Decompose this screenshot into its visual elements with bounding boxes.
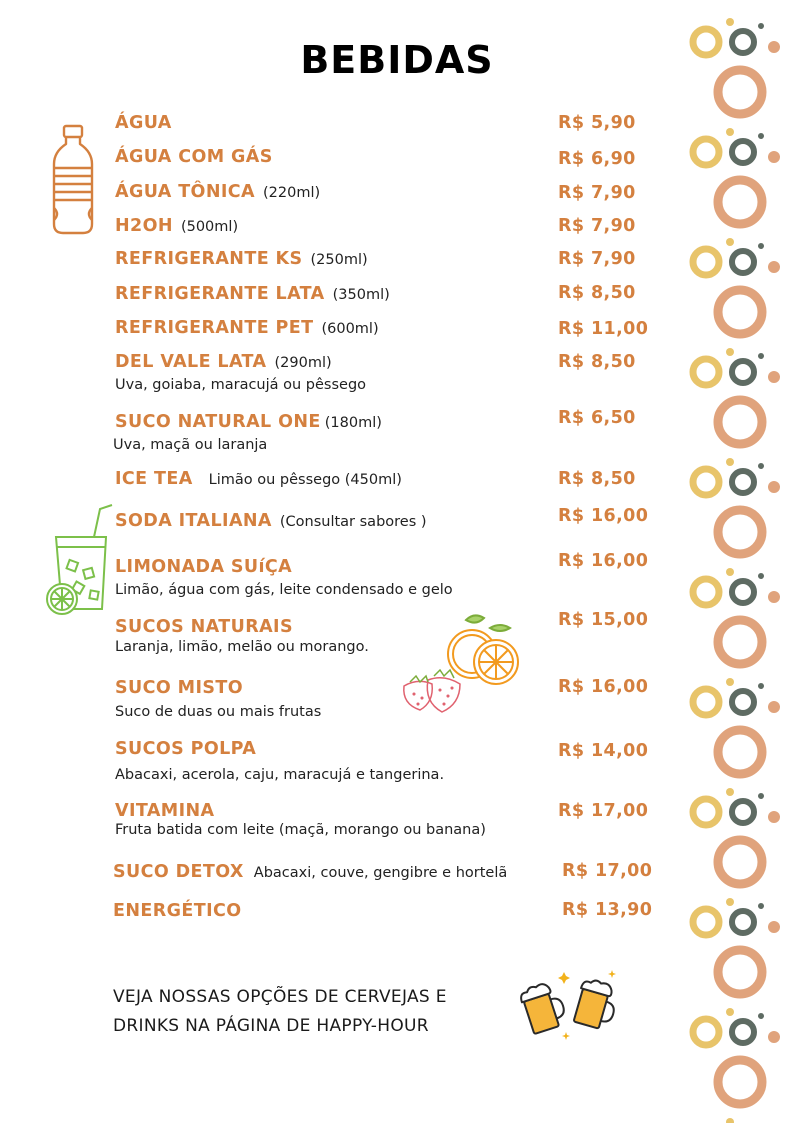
beer-mugs-icon <box>518 968 622 1042</box>
item-name: REFRIGERANTE PET <box>115 318 314 338</box>
menu-item <box>115 182 545 202</box>
item-name: ÁGUA COM GÁS <box>115 147 273 167</box>
ring-gray <box>732 141 754 163</box>
item-volume: (220ml) <box>262 185 321 201</box>
item-description: Limão, água com gás, leite condensado e gelo <box>115 582 453 598</box>
menu-item <box>115 318 545 338</box>
item-volume: (350ml) <box>332 287 390 303</box>
ring-orange <box>718 840 762 884</box>
dot-orange <box>768 811 780 823</box>
ring-orange <box>718 510 762 554</box>
item-description: Abacaxi, acerola, caju, maracujá e tangerina. <box>115 767 445 783</box>
dot-gray <box>758 133 764 139</box>
item-name: VITAMINA <box>115 801 215 821</box>
ring-gray <box>732 471 754 493</box>
strawberry-icon <box>398 668 468 716</box>
item-name: LIMONADA SUíÇA <box>115 557 293 577</box>
bottle-icon <box>50 124 96 236</box>
dot-yellow <box>726 678 734 686</box>
dot-orange <box>768 371 780 383</box>
ring-yellow <box>693 579 719 605</box>
ring-yellow <box>693 909 719 935</box>
item-price: R$ 11,00 <box>558 319 649 339</box>
menu-item <box>115 557 545 598</box>
item-description: Uva, maçã ou laranja <box>113 437 268 453</box>
dot-orange <box>768 1031 780 1043</box>
item-price: R$ 17,00 <box>562 861 653 881</box>
dot-gray <box>758 243 764 249</box>
dot-orange <box>768 41 780 53</box>
dot-yellow <box>726 458 734 466</box>
item-volume: (180ml) <box>324 415 382 431</box>
dot-gray <box>758 793 764 799</box>
item-price: R$ 15,00 <box>558 610 649 630</box>
item-volume: Abacaxi, couve, gengibre e hortelã <box>253 865 508 881</box>
dot-gray <box>758 463 764 469</box>
menu-item <box>115 284 545 304</box>
item-price: R$ 6,90 <box>558 149 636 169</box>
ring-gray <box>732 361 754 383</box>
dot-yellow <box>726 238 734 246</box>
ring-orange <box>718 620 762 664</box>
dot-gray <box>758 903 764 909</box>
ring-orange <box>718 70 762 114</box>
menu-item <box>115 511 545 531</box>
item-price: R$ 8,50 <box>558 352 636 372</box>
item-description: Fruta batida com leite (maçã, morango ou banana) <box>115 822 486 838</box>
item-price: R$ 16,00 <box>558 506 649 526</box>
menu-item <box>115 113 545 133</box>
item-price: R$ 8,50 <box>558 469 636 489</box>
ring-yellow <box>693 1019 719 1045</box>
item-description: Suco de duas ou mais frutas <box>115 704 322 720</box>
ring-gray <box>732 801 754 823</box>
item-price: R$ 7,90 <box>558 183 636 203</box>
item-volume: (600ml) <box>321 321 379 337</box>
menu-item <box>115 801 545 838</box>
ring-gray <box>732 31 754 53</box>
dot-yellow <box>726 128 734 136</box>
item-price: R$ 5,90 <box>558 113 636 133</box>
menu-item <box>115 739 545 783</box>
item-name: SUCO NATURAL ONE <box>115 412 321 432</box>
item-name: ENERGÉTICO <box>113 901 242 921</box>
item-name: REFRIGERANTE LATA <box>115 284 325 304</box>
dot-yellow <box>726 568 734 576</box>
item-name: SUCOS POLPA <box>115 739 257 759</box>
ring-yellow <box>693 469 719 495</box>
item-description: Uva, goiaba, maracujá ou pêssego <box>115 377 367 393</box>
dot-orange <box>768 481 780 493</box>
dot-gray <box>758 23 764 29</box>
ring-gray <box>732 1021 754 1043</box>
menu-item <box>113 862 543 882</box>
item-price: R$ 7,90 <box>558 216 636 236</box>
item-name: REFRIGERANTE KS <box>115 249 303 269</box>
dot-yellow <box>726 348 734 356</box>
menu-item <box>115 216 545 236</box>
item-name: SODA ITALIANA <box>115 511 272 531</box>
dot-yellow <box>726 18 734 26</box>
item-name: SUCO MISTO <box>115 678 243 698</box>
dot-gray <box>758 683 764 689</box>
dot-yellow <box>726 788 734 796</box>
happy-hour-note <box>113 983 447 1041</box>
item-volume: (Consultar sabores ) <box>279 514 427 530</box>
menu-title: BEBIDAS <box>300 38 494 82</box>
item-name: ÁGUA TÔNICA <box>115 182 255 202</box>
dot-orange <box>768 151 780 163</box>
ring-yellow <box>693 249 719 275</box>
menu-item <box>115 352 545 393</box>
item-name: SUCOS NATURAIS <box>115 617 293 637</box>
item-name: DEL VALE LATA <box>115 352 267 372</box>
ring-gray <box>732 691 754 713</box>
item-name: H2OH <box>115 216 173 236</box>
menu-item <box>115 147 545 167</box>
item-price: R$ 17,00 <box>558 801 649 821</box>
footer-line: VEJA NOSSAS OPÇÕES DE CERVEJAS E <box>113 987 447 1007</box>
item-description: Laranja, limão, melão ou morango. <box>115 639 369 655</box>
ring-yellow <box>693 359 719 385</box>
menu-item <box>115 249 545 269</box>
dot-gray <box>758 353 764 359</box>
ring-yellow <box>693 799 719 825</box>
ring-gray <box>732 911 754 933</box>
dot-orange <box>768 591 780 603</box>
item-name: ICE TEA <box>115 469 193 489</box>
ring-yellow <box>693 139 719 165</box>
ring-orange <box>718 290 762 334</box>
menu-item <box>113 901 543 921</box>
item-name: SUCO DETOX <box>113 862 244 882</box>
item-volume: (290ml) <box>274 355 332 371</box>
decorative-rings-border <box>678 0 794 1123</box>
item-price: R$ 16,00 <box>558 677 649 697</box>
ring-yellow <box>693 29 719 55</box>
dot-gray <box>758 1013 764 1019</box>
ring-gray <box>732 251 754 273</box>
ring-orange <box>718 400 762 444</box>
item-price: R$ 13,90 <box>562 900 653 920</box>
ring-orange <box>718 180 762 224</box>
ring-gray <box>732 581 754 603</box>
dot-orange <box>768 921 780 933</box>
ring-yellow <box>693 689 719 715</box>
dot-yellow <box>726 1118 734 1123</box>
dot-orange <box>768 261 780 273</box>
item-price: R$ 8,50 <box>558 283 636 303</box>
item-name: ÁGUA <box>115 113 172 133</box>
ring-orange <box>718 950 762 994</box>
item-volume: (250ml) <box>310 252 368 268</box>
item-volume: (500ml) <box>180 219 239 235</box>
dot-yellow <box>726 1008 734 1016</box>
dot-gray <box>758 573 764 579</box>
item-price: R$ 14,00 <box>558 741 649 761</box>
item-price: R$ 16,00 <box>558 551 649 571</box>
lemonade-glass-icon <box>44 503 116 617</box>
footer-line: DRINKS NA PÁGINA DE HAPPY-HOUR <box>113 1016 429 1036</box>
dot-orange <box>768 701 780 713</box>
ring-orange <box>718 730 762 774</box>
item-price: R$ 6,50 <box>558 408 636 428</box>
menu-item <box>115 469 545 489</box>
menu-item <box>115 412 545 453</box>
item-price: R$ 7,90 <box>558 249 636 269</box>
item-volume: Limão ou pêssego (450ml) <box>208 472 402 488</box>
ring-orange <box>718 1060 762 1104</box>
dot-yellow <box>726 898 734 906</box>
